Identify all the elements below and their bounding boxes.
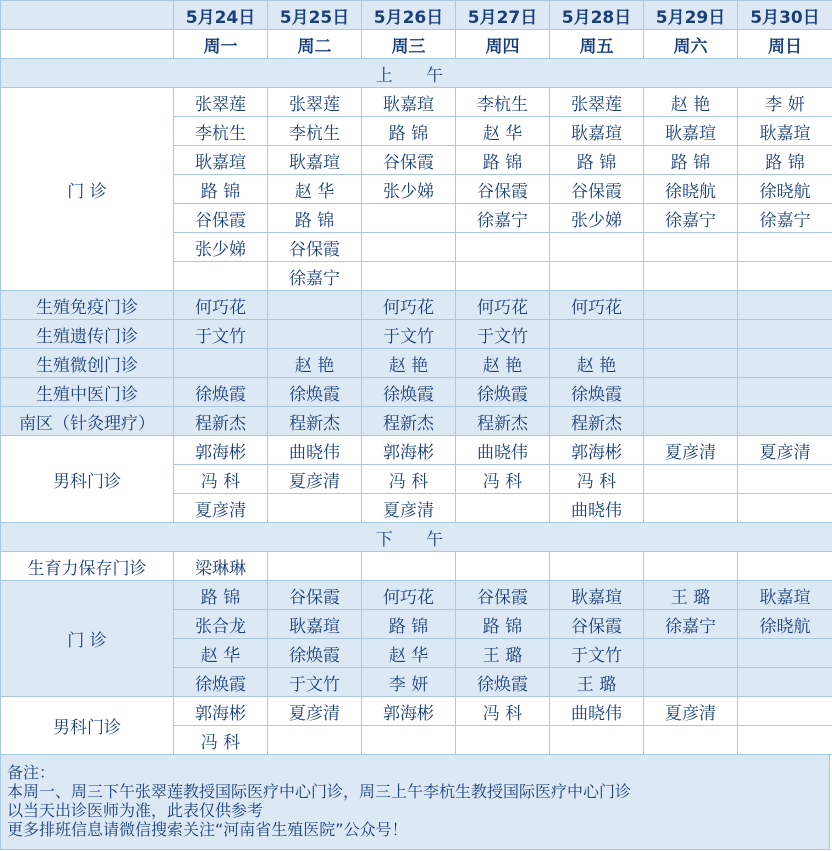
doctor-cell [362, 233, 456, 262]
doctor-cell: 夏彦清 [268, 465, 362, 494]
doctor-cell: 郭海彬 [550, 436, 644, 465]
date-header: 5月26日 [362, 1, 456, 30]
doctor-cell: 夏彦清 [268, 697, 362, 726]
weekday-header: 周五 [550, 30, 644, 59]
doctor-cell [362, 552, 456, 581]
table-row [1, 378, 832, 407]
doctor-cell: 徐焕霞 [550, 378, 644, 407]
doctor-cell: 何巧花 [362, 291, 456, 320]
doctor-cell [644, 552, 738, 581]
doctor-cell: 路 锦 [456, 610, 550, 639]
doctor-cell: 于文竹 [174, 320, 268, 349]
doctor-cell: 路 锦 [644, 146, 738, 175]
table-row [1, 1, 832, 30]
doctor-cell: 张少娣 [550, 204, 644, 233]
doctor-cell: 张翠莲 [550, 88, 644, 117]
doctor-cell: 徐焕霞 [174, 378, 268, 407]
doctor-cell: 赵 艳 [362, 349, 456, 378]
doctor-cell [174, 262, 268, 291]
doctor-cell: 李杭生 [456, 88, 550, 117]
weekday-header: 周六 [644, 30, 738, 59]
doctor-cell [268, 726, 362, 755]
doctor-cell: 曲晓伟 [550, 494, 644, 523]
doctor-cell [550, 726, 644, 755]
doctor-cell: 冯 科 [362, 465, 456, 494]
doctor-cell: 谷保霞 [456, 581, 550, 610]
weekday-header: 周一 [174, 30, 268, 59]
doctor-cell: 于文竹 [362, 320, 456, 349]
doctor-cell: 徐嘉宁 [644, 610, 738, 639]
department-label: 南区（针灸理疗） [1, 407, 174, 436]
doctor-cell [738, 552, 832, 581]
date-header: 5月30日 [738, 1, 832, 30]
doctor-cell [268, 552, 362, 581]
table-row [1, 581, 832, 610]
department-label: 门 诊 [1, 581, 174, 697]
doctor-cell [644, 378, 738, 407]
doctor-cell: 路 锦 [268, 204, 362, 233]
doctor-cell: 徐嘉宁 [738, 204, 832, 233]
doctor-cell: 张少娣 [174, 233, 268, 262]
doctor-cell: 何巧花 [362, 581, 456, 610]
doctor-cell: 谷保霞 [456, 175, 550, 204]
doctor-cell [644, 233, 738, 262]
doctor-cell [268, 494, 362, 523]
doctor-cell: 赵 艳 [268, 349, 362, 378]
doctor-cell: 程新杰 [550, 407, 644, 436]
doctor-cell [738, 320, 832, 349]
doctor-cell [738, 262, 832, 291]
table-row [1, 697, 832, 726]
department-label: 生殖中医门诊 [1, 378, 174, 407]
doctor-cell: 路 锦 [550, 146, 644, 175]
doctor-cell: 耿嘉瑄 [174, 146, 268, 175]
doctor-cell: 郭海彬 [362, 436, 456, 465]
date-header: 5月25日 [268, 1, 362, 30]
doctor-cell [268, 320, 362, 349]
doctor-cell: 李杭生 [174, 117, 268, 146]
doctor-cell [644, 320, 738, 349]
department-label: 男科门诊 [1, 697, 174, 755]
doctor-cell: 耿嘉瑄 [550, 581, 644, 610]
doctor-cell: 夏彦清 [644, 697, 738, 726]
doctor-cell: 冯 科 [550, 465, 644, 494]
table-row [1, 552, 832, 581]
doctor-cell: 谷保霞 [268, 233, 362, 262]
doctor-cell [644, 407, 738, 436]
doctor-cell: 冯 科 [174, 465, 268, 494]
doctor-cell: 程新杰 [174, 407, 268, 436]
doctor-cell: 李 妍 [362, 668, 456, 697]
department-label: 生育力保存门诊 [1, 552, 174, 581]
doctor-cell: 路 锦 [174, 581, 268, 610]
doctor-cell [644, 291, 738, 320]
doctor-cell: 徐晓航 [644, 175, 738, 204]
doctor-cell: 何巧花 [550, 291, 644, 320]
table-row [1, 523, 832, 552]
doctor-cell: 徐焕霞 [268, 639, 362, 668]
doctor-cell: 徐嘉宁 [268, 262, 362, 291]
doctor-cell [738, 291, 832, 320]
doctor-cell: 谷保霞 [550, 175, 644, 204]
doctor-cell [456, 552, 550, 581]
doctor-cell: 梁琳琳 [174, 552, 268, 581]
table-row [1, 59, 832, 88]
doctor-cell: 曲晓伟 [550, 697, 644, 726]
doctor-cell [456, 726, 550, 755]
doctor-cell [644, 465, 738, 494]
notes-line: 更多排班信息请微信搜索关注“河南省生殖医院”公众号！ [7, 820, 408, 839]
doctor-cell: 谷保霞 [268, 581, 362, 610]
doctor-cell [268, 291, 362, 320]
doctor-cell [550, 233, 644, 262]
notes-line: 本周一、周三下午张翠莲教授国际医疗中心门诊，周三上午李杭生教授国际医疗中心门诊 [7, 782, 632, 801]
doctor-cell: 谷保霞 [362, 146, 456, 175]
doctor-cell [174, 349, 268, 378]
department-label: 门 诊 [1, 88, 174, 291]
doctor-cell: 徐晓航 [738, 610, 832, 639]
doctor-cell [550, 320, 644, 349]
date-header: 5月24日 [174, 1, 268, 30]
doctor-cell: 张合龙 [174, 610, 268, 639]
notes-heading: 备注： [7, 763, 56, 782]
doctor-cell: 耿嘉瑄 [268, 146, 362, 175]
doctor-cell [456, 262, 550, 291]
doctor-cell: 王 璐 [456, 639, 550, 668]
doctor-cell: 谷保霞 [550, 610, 644, 639]
doctor-cell: 赵 华 [362, 639, 456, 668]
doctor-cell [738, 407, 832, 436]
doctor-cell: 路 锦 [362, 117, 456, 146]
doctor-cell: 谷保霞 [174, 204, 268, 233]
doctor-cell: 郭海彬 [174, 697, 268, 726]
date-header: 5月27日 [456, 1, 550, 30]
weekday-header: 周二 [268, 30, 362, 59]
notes-panel [0, 754, 830, 850]
doctor-cell [738, 668, 832, 697]
doctor-cell: 耿嘉瑄 [362, 88, 456, 117]
doctor-cell: 李杭生 [268, 117, 362, 146]
doctor-cell: 赵 艳 [644, 88, 738, 117]
doctor-cell [362, 262, 456, 291]
doctor-cell [362, 204, 456, 233]
table-row [1, 349, 832, 378]
doctor-cell: 于文竹 [550, 639, 644, 668]
table-row [1, 320, 832, 349]
doctor-cell: 夏彦清 [644, 436, 738, 465]
doctor-cell: 王 璐 [644, 581, 738, 610]
doctor-cell [550, 262, 644, 291]
doctor-cell: 耿嘉瑄 [738, 117, 832, 146]
doctor-cell: 徐焕霞 [362, 378, 456, 407]
doctor-cell: 耿嘉瑄 [738, 581, 832, 610]
doctor-cell: 于文竹 [456, 320, 550, 349]
doctor-cell: 徐嘉宁 [456, 204, 550, 233]
doctor-cell: 夏彦清 [738, 436, 832, 465]
doctor-cell [644, 494, 738, 523]
section-header: 下 午 [1, 523, 832, 552]
doctor-cell: 曲晓伟 [456, 436, 550, 465]
doctor-cell: 赵 华 [456, 117, 550, 146]
doctor-cell: 路 锦 [362, 610, 456, 639]
doctor-cell: 郭海彬 [362, 697, 456, 726]
table-row [1, 291, 832, 320]
doctor-cell [644, 668, 738, 697]
doctor-cell: 路 锦 [174, 175, 268, 204]
doctor-cell [738, 639, 832, 668]
doctor-cell: 夏彦清 [174, 494, 268, 523]
doctor-cell: 程新杰 [456, 407, 550, 436]
doctor-cell: 赵 艳 [550, 349, 644, 378]
doctor-cell: 何巧花 [174, 291, 268, 320]
doctor-cell: 张翠莲 [174, 88, 268, 117]
doctor-cell [644, 262, 738, 291]
doctor-cell: 赵 华 [174, 639, 268, 668]
doctor-cell: 张翠莲 [268, 88, 362, 117]
doctor-cell: 路 锦 [456, 146, 550, 175]
department-label: 生殖微创门诊 [1, 349, 174, 378]
doctor-cell: 郭海彬 [174, 436, 268, 465]
doctor-cell: 徐晓航 [738, 175, 832, 204]
table-row [1, 88, 832, 117]
department-label: 生殖免疫门诊 [1, 291, 174, 320]
doctor-cell: 徐嘉宁 [644, 204, 738, 233]
corner-cell [1, 30, 174, 59]
doctor-cell [362, 726, 456, 755]
table-row [1, 407, 832, 436]
doctor-cell [550, 552, 644, 581]
doctor-cell: 王 璐 [550, 668, 644, 697]
corner-cell [1, 1, 174, 30]
doctor-cell: 曲晓伟 [268, 436, 362, 465]
doctor-cell [738, 494, 832, 523]
doctor-cell: 冯 科 [174, 726, 268, 755]
table-row [1, 30, 832, 59]
doctor-cell: 徐焕霞 [174, 668, 268, 697]
doctor-cell: 耿嘉瑄 [550, 117, 644, 146]
doctor-cell [738, 465, 832, 494]
doctor-cell: 冯 科 [456, 697, 550, 726]
weekday-header: 周四 [456, 30, 550, 59]
department-label: 男科门诊 [1, 436, 174, 523]
doctor-cell [738, 378, 832, 407]
doctor-cell: 于文竹 [268, 668, 362, 697]
date-header: 5月29日 [644, 1, 738, 30]
doctor-cell: 李 妍 [738, 88, 832, 117]
doctor-cell: 程新杰 [362, 407, 456, 436]
doctor-cell: 程新杰 [268, 407, 362, 436]
doctor-cell: 夏彦清 [362, 494, 456, 523]
doctor-cell [644, 349, 738, 378]
doctor-cell: 冯 科 [456, 465, 550, 494]
doctor-cell [738, 697, 832, 726]
table-row [1, 436, 832, 465]
weekday-header: 周三 [362, 30, 456, 59]
section-header: 上 午 [1, 59, 832, 88]
doctor-cell [738, 233, 832, 262]
weekday-header: 周日 [738, 30, 832, 59]
doctor-cell [644, 726, 738, 755]
doctor-cell: 徐焕霞 [268, 378, 362, 407]
doctor-cell: 徐焕霞 [456, 378, 550, 407]
doctor-cell [456, 494, 550, 523]
doctor-cell [738, 726, 832, 755]
doctor-cell: 张少娣 [362, 175, 456, 204]
doctor-cell: 路 锦 [738, 146, 832, 175]
doctor-cell: 何巧花 [456, 291, 550, 320]
doctor-cell: 徐焕霞 [456, 668, 550, 697]
doctor-cell: 耿嘉瑄 [268, 610, 362, 639]
notes-line: 以当天出诊医师为准，此表仅供参考 [7, 801, 264, 820]
doctor-cell [456, 233, 550, 262]
date-header: 5月28日 [550, 1, 644, 30]
doctor-cell: 赵 华 [268, 175, 362, 204]
doctor-cell: 赵 艳 [456, 349, 550, 378]
doctor-cell [738, 349, 832, 378]
department-label: 生殖遗传门诊 [1, 320, 174, 349]
doctor-cell: 耿嘉瑄 [644, 117, 738, 146]
doctor-cell [644, 639, 738, 668]
